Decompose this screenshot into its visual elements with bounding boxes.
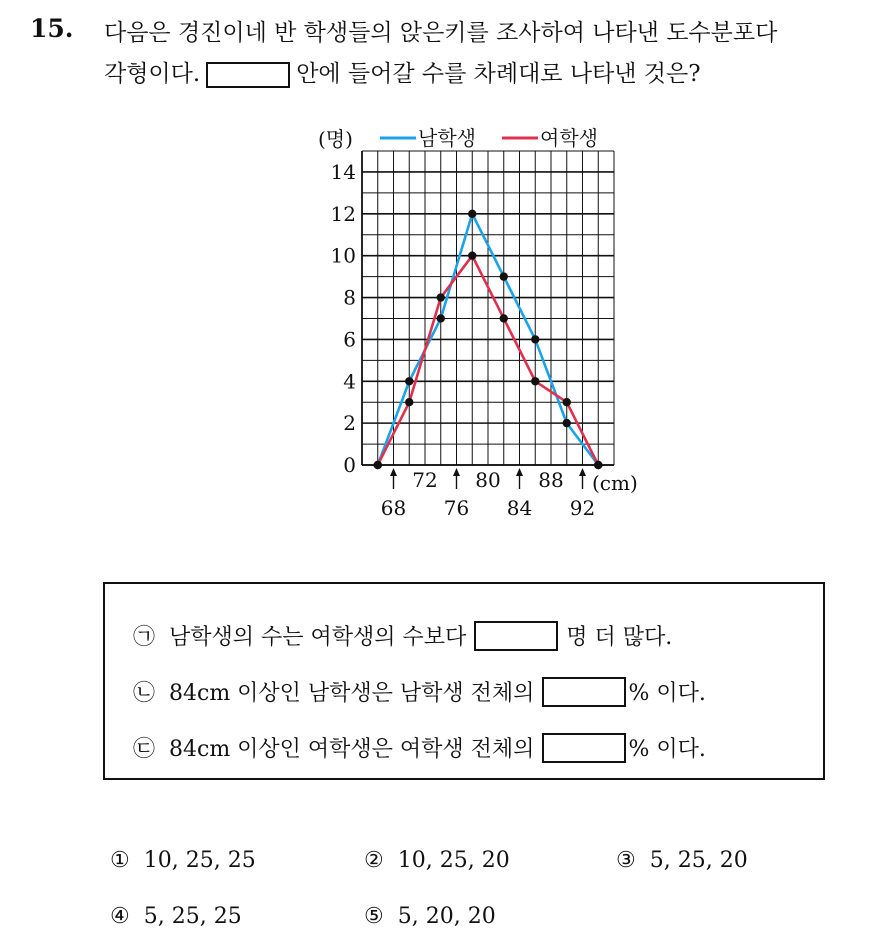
answer-blank-b xyxy=(542,677,626,707)
question-text-line2-start: 각형이다. xyxy=(104,61,201,87)
data-point-boys xyxy=(563,419,571,427)
data-point-boys xyxy=(468,210,476,218)
choice-1-text: 10, 25, 25 xyxy=(143,848,256,873)
choice-3[interactable] xyxy=(616,848,748,873)
statement-b xyxy=(133,676,706,707)
choice-2-text: 10, 25, 20 xyxy=(397,848,510,873)
x-tick-label-lower: 76 xyxy=(443,496,470,520)
question-text-line2 xyxy=(104,55,701,88)
legend-label-girls: 여학생 xyxy=(540,126,598,150)
question-text-line2-end: 안에 들어갈 수를 차례대로 나타낸 것은? xyxy=(296,61,701,87)
choice-5-mark: ⑤ xyxy=(364,904,384,929)
data-point-girls xyxy=(563,398,571,406)
chart-legend xyxy=(380,126,598,150)
statement-a-suffix: 명 더 많다. xyxy=(566,625,673,650)
x-tick-label-upper: 88 xyxy=(538,468,564,492)
x-tick-arrowhead-icon xyxy=(579,468,586,476)
x-tick-label-upper: 72 xyxy=(412,468,438,492)
data-point-girls xyxy=(500,314,508,322)
choice-5-text: 5, 20, 20 xyxy=(397,904,496,929)
statements-box xyxy=(103,582,825,780)
y-tick-label: 8 xyxy=(343,285,356,310)
x-tick-arrowhead-icon xyxy=(453,468,460,476)
choice-1-mark: ① xyxy=(110,848,130,873)
data-point-boys xyxy=(500,272,508,280)
statement-b-suffix: % 이다. xyxy=(628,681,706,706)
legend-label-boys: 남학생 xyxy=(418,126,476,150)
statement-c xyxy=(133,732,706,763)
answer-blank-a xyxy=(474,621,558,651)
data-point-girls xyxy=(374,461,382,469)
y-tick-label: 14 xyxy=(330,159,356,184)
data-point-girls xyxy=(468,251,476,259)
y-tick-label: 2 xyxy=(343,411,356,436)
data-point-girls xyxy=(531,377,539,385)
data-point-girls xyxy=(594,461,602,469)
blank-box-icon xyxy=(206,62,290,88)
y-tick-label: 0 xyxy=(343,453,356,477)
choice-5[interactable] xyxy=(364,904,496,929)
choice-3-mark: ③ xyxy=(616,848,636,873)
choice-1[interactable] xyxy=(110,848,256,873)
statement-a-mark: ㉠ xyxy=(133,625,156,650)
x-axis-label: (cm) xyxy=(592,471,638,495)
data-point-girls xyxy=(405,398,413,406)
x-tick-arrowhead-icon xyxy=(390,468,397,476)
y-tick-label: 10 xyxy=(330,243,356,268)
statement-a xyxy=(133,620,672,651)
x-tick-label-lower: 84 xyxy=(506,496,533,520)
statement-b-mark: ㉡ xyxy=(133,681,156,706)
choice-2-mark: ② xyxy=(364,848,384,873)
data-point-boys xyxy=(531,335,539,343)
choice-4-mark: ④ xyxy=(110,904,130,929)
data-point-boys xyxy=(405,377,413,385)
x-tick-label-lower: 92 xyxy=(569,496,596,520)
statement-c-suffix: % 이다. xyxy=(628,737,706,762)
data-point-girls xyxy=(437,293,445,301)
frequency-polygon-chart xyxy=(300,120,660,530)
y-tick-label: 6 xyxy=(343,327,356,352)
y-tick-label: 4 xyxy=(343,369,356,394)
chart-tick-labels xyxy=(318,127,638,520)
question-text-line1: 다음은 경진이네 반 학생들의 앉은키를 조사하여 나타낸 도수분포다 xyxy=(104,20,778,46)
choice-4[interactable] xyxy=(110,904,242,929)
choice-2[interactable] xyxy=(364,848,510,873)
data-point-boys xyxy=(437,314,445,322)
x-tick-arrowhead-icon xyxy=(516,468,523,476)
question-number: 15. xyxy=(30,14,74,43)
statement-c-mark: ㉢ xyxy=(133,737,156,762)
answer-blank-c xyxy=(542,733,626,763)
statement-a-text: 남학생의 수는 여학생의 수보다 xyxy=(169,625,467,650)
chart-grid xyxy=(362,151,614,465)
choice-3-text: 5, 25, 20 xyxy=(649,848,748,873)
x-tick-label-lower: 68 xyxy=(380,496,407,520)
x-tick-label-upper: 80 xyxy=(475,468,501,492)
statement-b-text: 84cm 이상인 남학생은 남학생 전체의 xyxy=(169,681,535,706)
choice-4-text: 5, 25, 25 xyxy=(143,904,242,929)
y-tick-label: 12 xyxy=(330,201,356,226)
y-axis-label: (명) xyxy=(318,126,353,151)
statement-c-text: 84cm 이상인 여학생은 여학생 전체의 xyxy=(169,737,535,762)
